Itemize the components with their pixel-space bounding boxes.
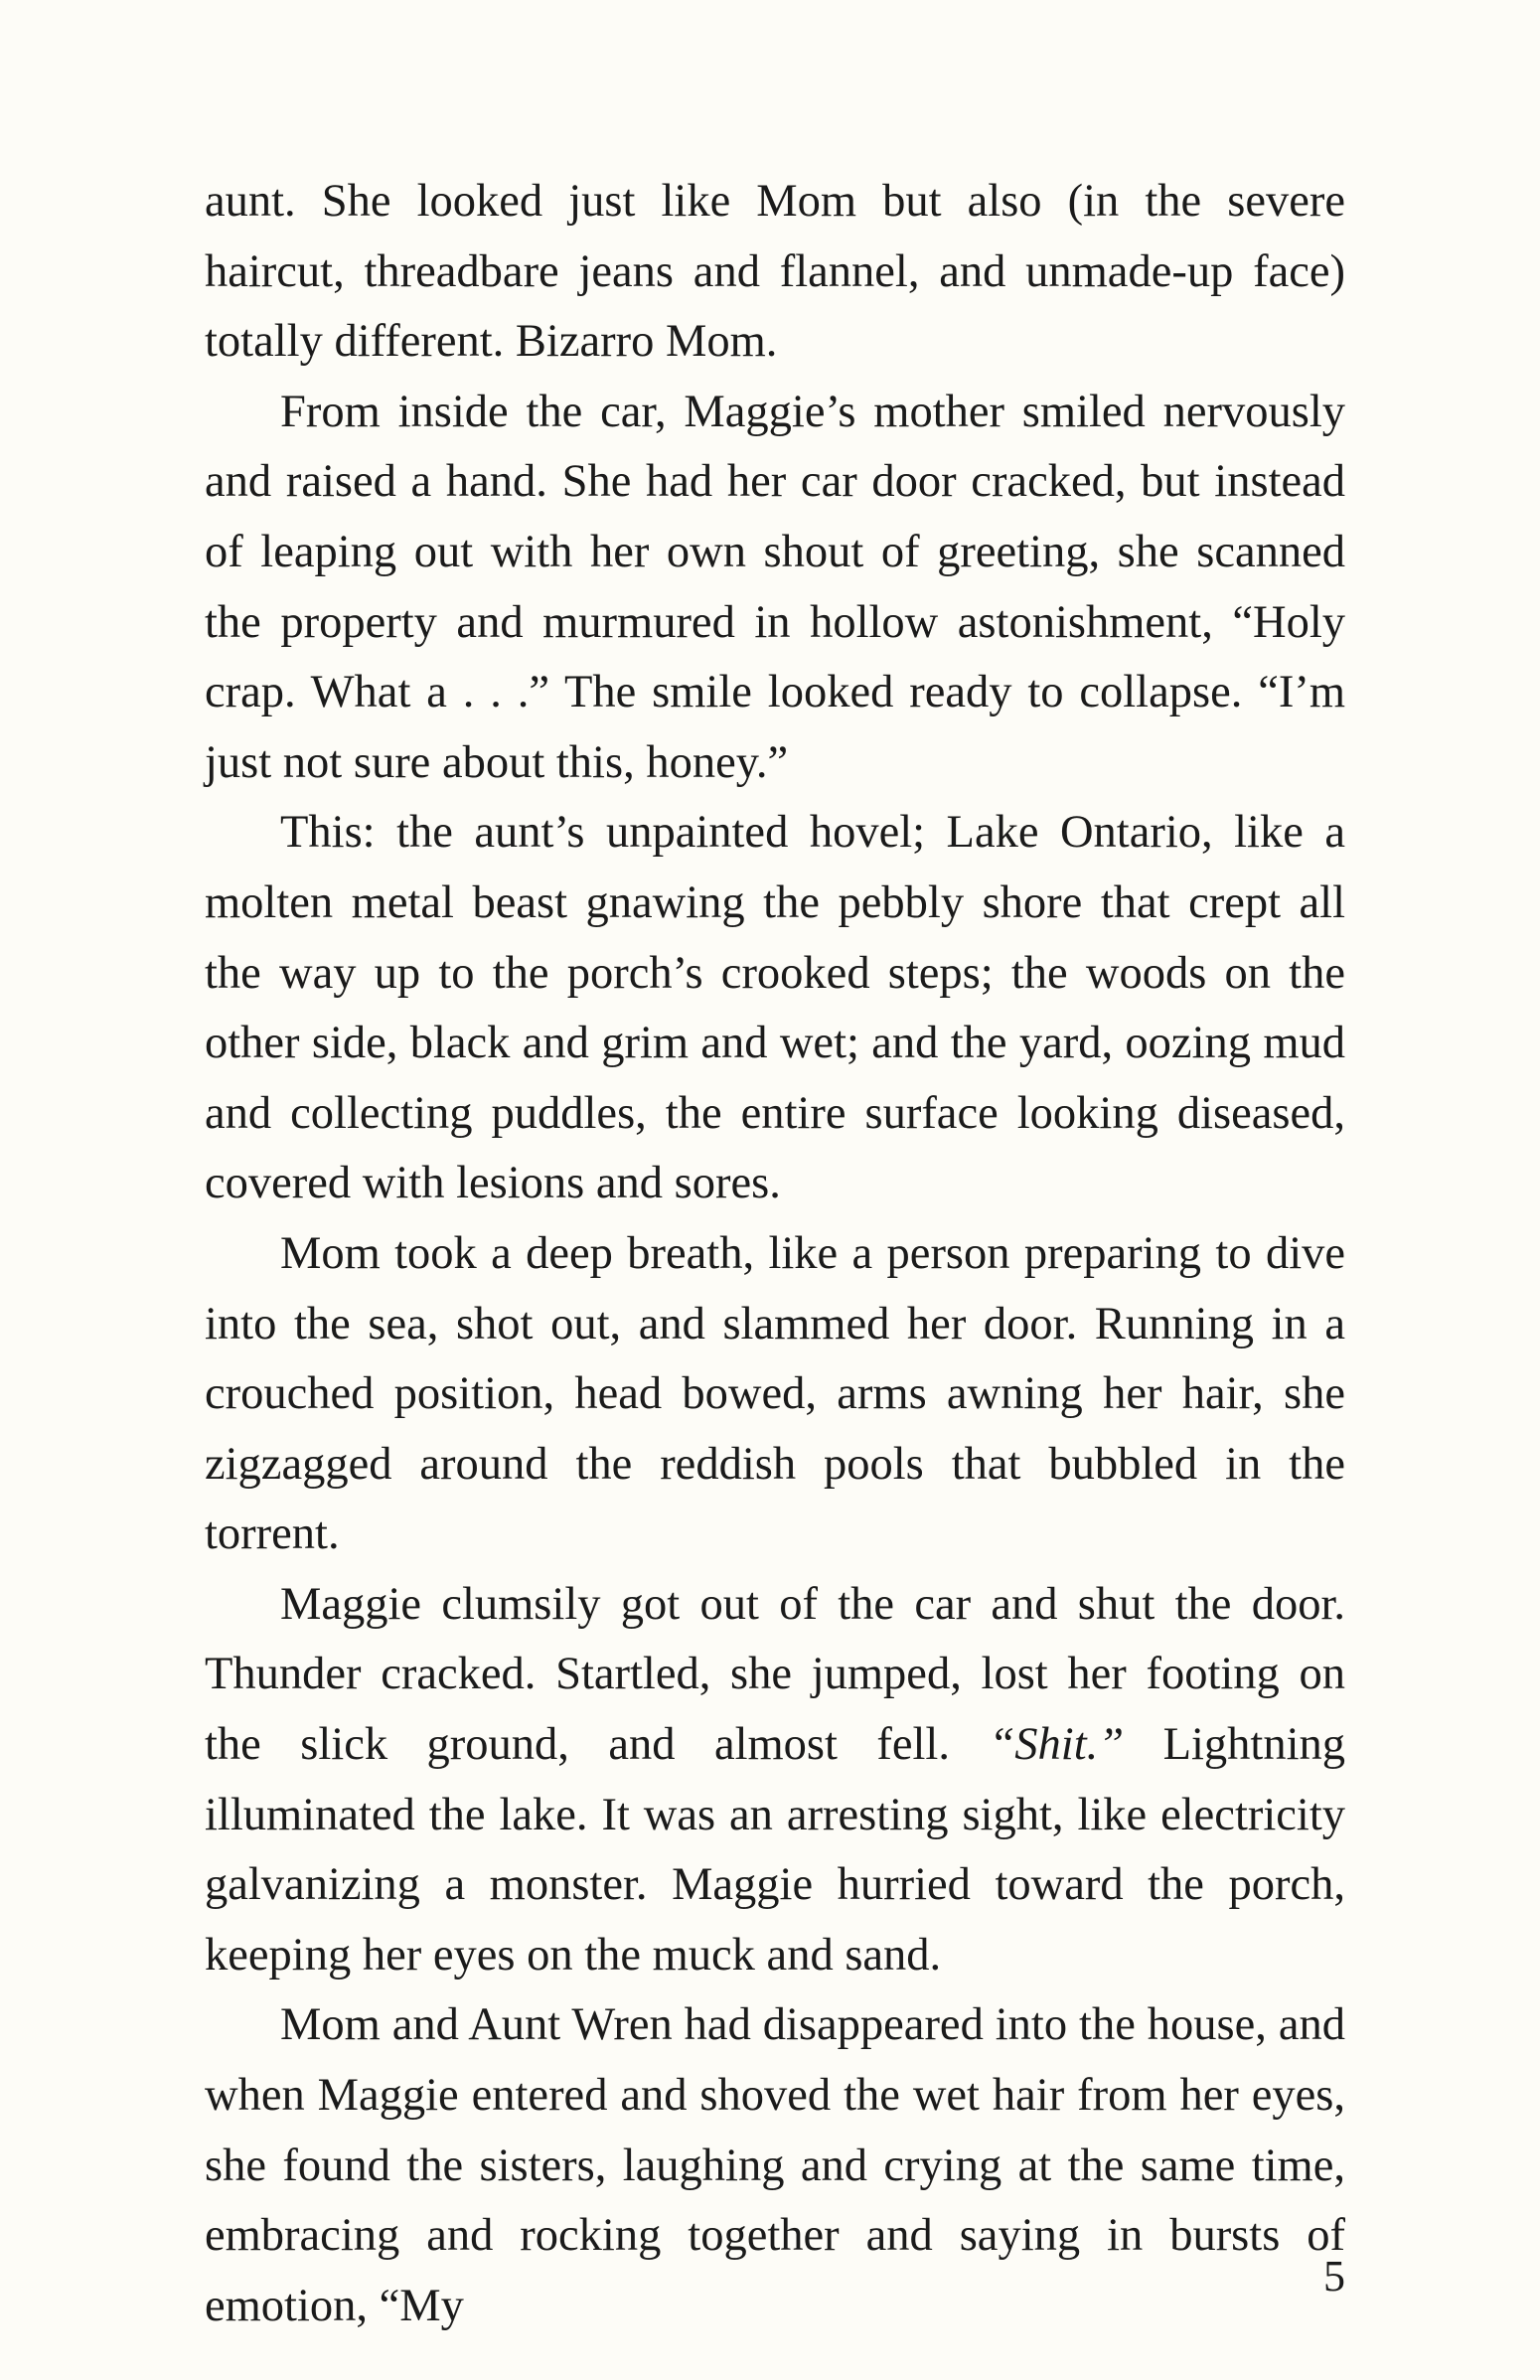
paragraph-5-before: Maggie clumsily got out of the car and shut the door. Thunder cracked. Startled, she jumped, lost her footing on the slick ground, and almost fell. [205,1578,1345,1771]
body-text [205,167,1345,2341]
paragraph-2: From inside the car, Maggie’s mother smiled nervously and raised a hand. She had her car door cracked, but instead of leaping out with her own shout of greeting, she scanned the property and murmured in hollow astonishment, “Holy crap. What a . . .” The smile looked ready to collapse. “I’m just not sure about this, honey.” [205,386,1345,788]
paragraph-5-italic: “Shit.” [989,1719,1125,1771]
paragraph-6: Mom and Aunt Wren had disappeared into the house, and when Maggie entered and shoved the wet hair from her eyes, she found the sisters, laughing and crying at the same time, embracing and rocking together and saying in bursts of emotion, “My [205,1999,1345,2331]
paragraph-1: aunt. She looked just like Mom but also (in the severe haircut, threadbare jeans and flannel, and unmade-up face) totally different. Bizarro Mom. [205,176,1345,368]
page-number: 5 [1323,2252,1345,2301]
paragraph-4: Mom took a deep breath, like a person preparing to dive into the sea, shot out, and slammed her door. Running in a crouched position, head bowed, arms awning her hair, she zigzagged around the reddish pools that bubbled in the torrent. [205,1227,1345,1560]
paragraph-3: This: the aunt’s unpainted hovel; Lake Ontario, like a molten metal beast gnawing the pebbly shore that crept all the way up to the porch’s crooked steps; the woods on the other side, black and grim and wet; and the yard, oozing mud and collecting puddles, the entire surface looking diseased, covered with lesions and sores. [205,807,1345,1209]
paragraph-5 [205,1570,1345,1991]
paragraph-5-after: Lightning illuminated the lake. It was an arresting sight, like electricity galvanizing a monster. Maggie hurried toward the porch, keeping her eyes on the muck and sand. [205,1719,1345,1981]
